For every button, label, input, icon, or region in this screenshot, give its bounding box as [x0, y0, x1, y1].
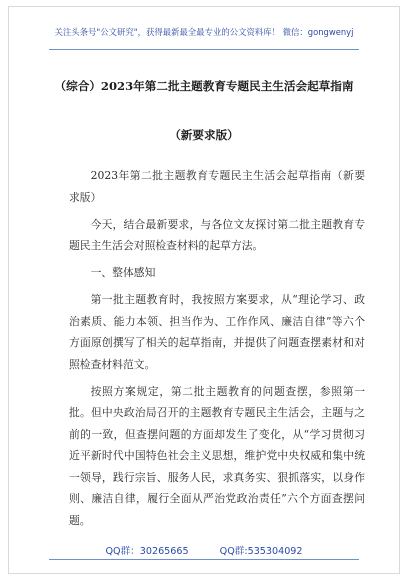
section-heading: 一、整体感知: [90, 266, 156, 279]
body-paragraph: 2023年第二批主题教育专题民主生活会起草指南（新要求版）: [69, 169, 365, 204]
document-subtitle: （新要求版）: [169, 128, 239, 142]
footer-contacts: [9, 543, 399, 557]
body-paragraph: 按照方案规定，第二批主题教育的问题查摆，参照第一批。但中央政治局召开的主题教育专题民主生活会，主题与之前的一致，但查摆问题的方面却发生了变化，从“学习贯彻习近平新时代中国特色社会主义思想，维护党中央权威和集中统一领导，践行宗旨、服务人民，求真务实、狠抓落实，以身作则、廉洁自律，履行全面从严治党政治责任”六个方面查摆问题。: [69, 384, 365, 527]
footer-qq-group-2: QQ群:535304092: [219, 546, 303, 557]
header-divider: [49, 49, 359, 50]
document-page: [8, 6, 400, 574]
footer-qq-group-1: QQ群：30265665: [105, 546, 189, 557]
body-paragraph: 今天，结合最新要求，与各位文友探讨第二批主题教育专题民主生活会对照检查材料的起草方法。: [69, 217, 365, 252]
header-banner: 关注头条号"公文研究"，获得最新最全最专业的公文资料库！ 微信：gongwenyj: [54, 27, 354, 37]
body-paragraph: 第一批主题教育时，我按照方案要求，从“理论学习、政治素质、能力本领、担当作为、工作作风、廉洁自律”等六个方面原创撰写了相关的起草指南，并提供了问题查摆素材和对照检查材料范文。: [69, 293, 365, 371]
document-title: （综合）2023年第二批主题教育专题民主生活会起草指南: [54, 79, 354, 93]
footer-divider: [49, 559, 359, 560]
document-body: [69, 165, 365, 537]
